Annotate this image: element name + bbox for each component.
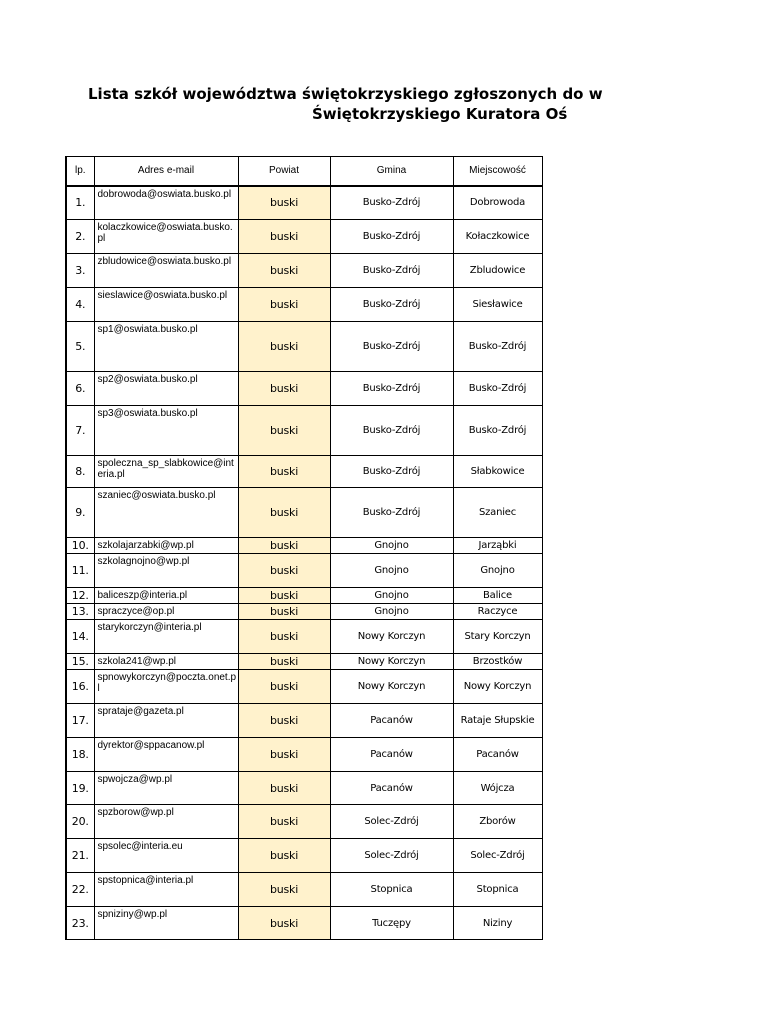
row-number: 23. — [66, 907, 94, 940]
gmina-cell: Pacanów — [330, 772, 453, 805]
gmina-cell: Busko-Zdrój — [330, 406, 453, 456]
powiat-cell: buski — [238, 186, 330, 220]
powiat-cell: buski — [238, 704, 330, 738]
gmina-cell: Solec-Zdrój — [330, 839, 453, 873]
table-row — [66, 839, 542, 873]
table-header-row — [66, 157, 542, 186]
miejscowosc-cell: Raczyce — [453, 604, 542, 620]
gmina-cell: Busko-Zdrój — [330, 186, 453, 220]
row-number: 1. — [66, 186, 94, 220]
powiat-cell: buski — [238, 288, 330, 322]
powiat-cell: buski — [238, 604, 330, 620]
row-number: 11. — [66, 554, 94, 588]
miejscowosc-cell: Busko-Zdrój — [453, 372, 542, 406]
miejscowosc-cell: Wójcza — [453, 772, 542, 805]
document-title — [0, 84, 603, 124]
table-row — [66, 288, 542, 322]
miejscowosc-cell: Nowy Korczyn — [453, 670, 542, 704]
miejscowosc-cell: Pacanów — [453, 738, 542, 772]
powiat-cell: buski — [238, 839, 330, 873]
gmina-cell: Busko-Zdrój — [330, 488, 453, 538]
row-number: 22. — [66, 873, 94, 907]
miejscowosc-cell: Busko-Zdrój — [453, 322, 542, 372]
table-row — [66, 322, 542, 372]
miejscowosc-cell: Gnojno — [453, 554, 542, 588]
miejscowosc-cell: Stopnica — [453, 873, 542, 907]
row-number: 16. — [66, 670, 94, 704]
powiat-cell: buski — [238, 805, 330, 839]
table-row — [66, 456, 542, 488]
gmina-cell: Tuczępy — [330, 907, 453, 940]
gmina-cell: Busko-Zdrój — [330, 456, 453, 488]
row-number: 21. — [66, 839, 94, 873]
table-row — [66, 805, 542, 839]
table-row — [66, 670, 542, 704]
row-number: 3. — [66, 254, 94, 288]
row-number: 9. — [66, 488, 94, 538]
table-row — [66, 604, 542, 620]
miejscowosc-cell: Siesławice — [453, 288, 542, 322]
table-row — [66, 220, 542, 254]
email-cell: dobrowoda@oswiata.busko.pl — [94, 186, 238, 220]
miejscowosc-cell: Zborów — [453, 805, 542, 839]
table-row — [66, 406, 542, 456]
email-cell: baliceszp@interia.pl — [94, 588, 238, 604]
schools-table — [65, 156, 543, 940]
gmina-cell: Stopnica — [330, 873, 453, 907]
row-number: 2. — [66, 220, 94, 254]
row-number: 13. — [66, 604, 94, 620]
gmina-cell: Nowy Korczyn — [330, 654, 453, 670]
table-row — [66, 372, 542, 406]
table-row — [66, 772, 542, 805]
table-row — [66, 254, 542, 288]
email-cell: kolaczkowice@oswiata.busko.pl — [94, 220, 238, 254]
miejscowosc-cell: Dobrowoda — [453, 186, 542, 220]
header-lp: lp. — [66, 157, 94, 186]
powiat-cell: buski — [238, 554, 330, 588]
gmina-cell: Busko-Zdrój — [330, 322, 453, 372]
email-cell: spsolec@interia.eu — [94, 839, 238, 873]
title-line-2: Świętokrzyskiego Kuratora Oś — [312, 105, 568, 123]
miejscowosc-cell: Szaniec — [453, 488, 542, 538]
powiat-cell: buski — [238, 538, 330, 554]
miejscowosc-cell: Rataje Słupskie — [453, 704, 542, 738]
gmina-cell: Busko-Zdrój — [330, 254, 453, 288]
email-cell: szkolagnojno@wp.pl — [94, 554, 238, 588]
row-number: 10. — [66, 538, 94, 554]
table-row — [66, 186, 542, 220]
email-cell: sprataje@gazeta.pl — [94, 704, 238, 738]
row-number: 20. — [66, 805, 94, 839]
powiat-cell: buski — [238, 873, 330, 907]
header-powiat: Powiat — [238, 157, 330, 186]
row-number: 8. — [66, 456, 94, 488]
powiat-cell: buski — [238, 488, 330, 538]
row-number: 7. — [66, 406, 94, 456]
header-gmina: Gmina — [330, 157, 453, 186]
miejscowosc-cell: Niziny — [453, 907, 542, 940]
email-cell: sieslawice@oswiata.busko.pl — [94, 288, 238, 322]
email-cell: szaniec@oswiata.busko.pl — [94, 488, 238, 538]
email-cell: spraczyce@op.pl — [94, 604, 238, 620]
gmina-cell: Nowy Korczyn — [330, 670, 453, 704]
row-number: 14. — [66, 620, 94, 654]
powiat-cell: buski — [238, 322, 330, 372]
email-cell: spniziny@wp.pl — [94, 907, 238, 940]
powiat-cell: buski — [238, 654, 330, 670]
email-cell: szkolajarzabki@wp.pl — [94, 538, 238, 554]
gmina-cell: Busko-Zdrój — [330, 288, 453, 322]
powiat-cell: buski — [238, 907, 330, 940]
schools-table-container — [65, 156, 537, 938]
miejscowosc-cell: Stary Korczyn — [453, 620, 542, 654]
row-number: 17. — [66, 704, 94, 738]
email-cell: sp2@oswiata.busko.pl — [94, 372, 238, 406]
miejscowosc-cell: Solec-Zdrój — [453, 839, 542, 873]
row-number: 19. — [66, 772, 94, 805]
email-cell: sp1@oswiata.busko.pl — [94, 322, 238, 372]
gmina-cell: Gnojno — [330, 538, 453, 554]
email-cell: spnowykorczyn@poczta.onet.pl — [94, 670, 238, 704]
table-row — [66, 907, 542, 940]
table-row — [66, 620, 542, 654]
gmina-cell: Busko-Zdrój — [330, 220, 453, 254]
table-row — [66, 538, 542, 554]
powiat-cell: buski — [238, 254, 330, 288]
row-number: 6. — [66, 372, 94, 406]
email-cell: spstopnica@interia.pl — [94, 873, 238, 907]
powiat-cell: buski — [238, 772, 330, 805]
gmina-cell: Pacanów — [330, 738, 453, 772]
table-row — [66, 554, 542, 588]
gmina-cell: Gnojno — [330, 588, 453, 604]
powiat-cell: buski — [238, 372, 330, 406]
email-cell: dyrektor@sppacanow.pl — [94, 738, 238, 772]
email-cell: zbludowice@oswiata.busko.pl — [94, 254, 238, 288]
email-cell: spoleczna_sp_slabkowice@interia.pl — [94, 456, 238, 488]
table-row — [66, 488, 542, 538]
row-number: 5. — [66, 322, 94, 372]
header-email: Adres e-mail — [94, 157, 238, 186]
miejscowosc-cell: Zbludowice — [453, 254, 542, 288]
powiat-cell: buski — [238, 738, 330, 772]
miejscowosc-cell: Słabkowice — [453, 456, 542, 488]
gmina-cell: Solec-Zdrój — [330, 805, 453, 839]
powiat-cell: buski — [238, 456, 330, 488]
row-number: 4. — [66, 288, 94, 322]
email-cell: sp3@oswiata.busko.pl — [94, 406, 238, 456]
gmina-cell: Busko-Zdrój — [330, 372, 453, 406]
miejscowosc-cell: Brzostków — [453, 654, 542, 670]
table-row — [66, 738, 542, 772]
gmina-cell: Pacanów — [330, 704, 453, 738]
table-row — [66, 873, 542, 907]
row-number: 12. — [66, 588, 94, 604]
email-cell: spwojcza@wp.pl — [94, 772, 238, 805]
miejscowosc-cell: Busko-Zdrój — [453, 406, 542, 456]
gmina-cell: Gnojno — [330, 554, 453, 588]
email-cell: szkola241@wp.pl — [94, 654, 238, 670]
email-cell: starykorczyn@interia.pl — [94, 620, 238, 654]
powiat-cell: buski — [238, 620, 330, 654]
row-number: 15. — [66, 654, 94, 670]
powiat-cell: buski — [238, 588, 330, 604]
powiat-cell: buski — [238, 220, 330, 254]
title-line-1: Lista szkół województwa świętokrzyskiego zgłoszonych do w — [88, 85, 603, 103]
powiat-cell: buski — [238, 670, 330, 704]
miejscowosc-cell: Balice — [453, 588, 542, 604]
gmina-cell: Nowy Korczyn — [330, 620, 453, 654]
table-row — [66, 588, 542, 604]
miejscowosc-cell: Jarząbki — [453, 538, 542, 554]
table-row — [66, 704, 542, 738]
gmina-cell: Gnojno — [330, 604, 453, 620]
powiat-cell: buski — [238, 406, 330, 456]
email-cell: spzborow@wp.pl — [94, 805, 238, 839]
miejscowosc-cell: Kołaczkowice — [453, 220, 542, 254]
row-number: 18. — [66, 738, 94, 772]
table-row — [66, 654, 542, 670]
header-miejscowosc: Miejscowość — [453, 157, 542, 186]
